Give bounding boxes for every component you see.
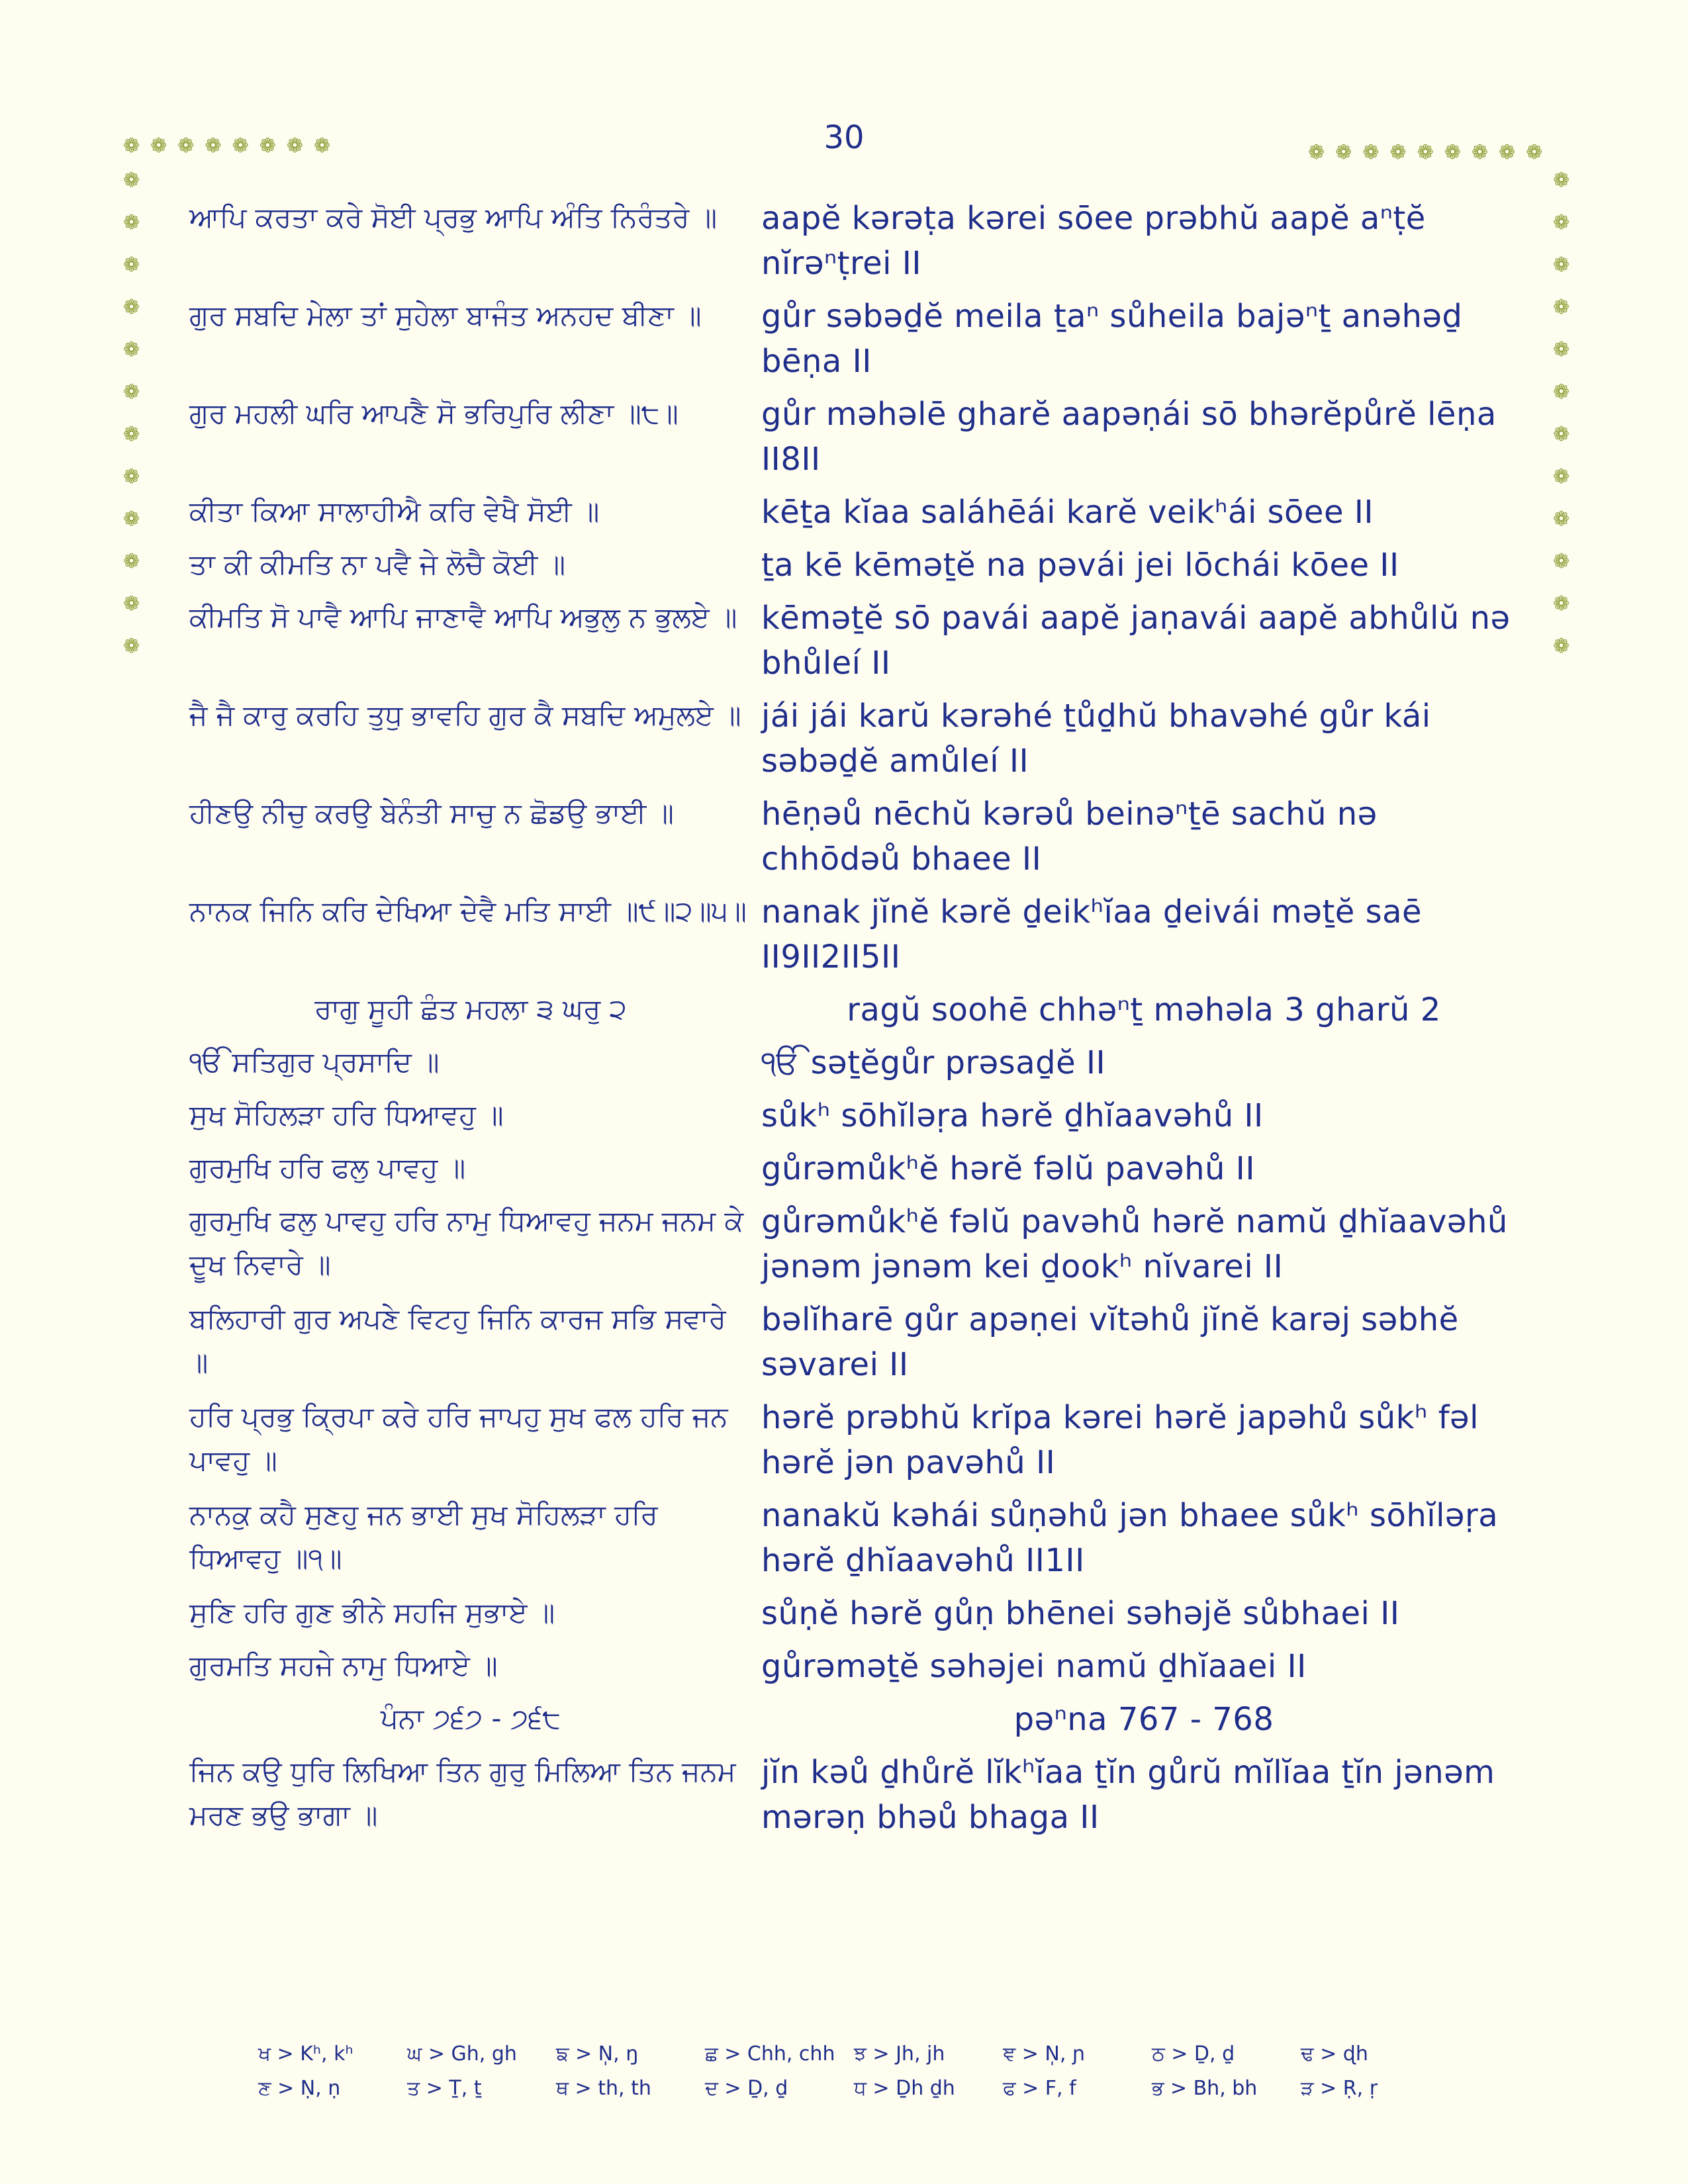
verse-row: [189, 1297, 1526, 1395]
flower-ornament-icon: ❁: [123, 635, 140, 658]
gurmukhi-text: ਜਿਨ ਕਉ ਧੁਰਿ ਲਿਖਿਆ ਤਿਨ ਗੁਰੁ ਮਿਲਿਆ ਤਿਨ ਜਨਮ ਮਰਣ ਭਉ ਭਾਗਾ ॥: [189, 1755, 736, 1831]
flower-ornament-icon: ❁: [1498, 141, 1516, 164]
gurmukhi-text: ਸੁਣਿ ਹਰਿ ਗੁਣ ਭੀਨੇ ਸਹਜਿ ਸੁਭਾਏ ॥: [189, 1596, 555, 1629]
transliteration-text: gůr səbəḏĕ meila ṯaⁿ sůheila bajəⁿṯ anəhəḏ bēṇa II: [761, 298, 1463, 380]
flower-ornament-icon: ❁: [123, 381, 140, 404]
transliteration-text: ragŭ soohē chhəⁿṯ məhəla 3 gharŭ 2: [847, 991, 1441, 1028]
transliteration-text: ṯa kē kēməṯĕ na pəvái jei lōchái kōee II: [761, 547, 1399, 584]
flower-ornament-icon: ❁: [123, 338, 140, 361]
gurmukhi-text: ਗੁਰਮਤਿ ਸਹਜੇ ਨਾਮੁ ਧਿਆਏ ॥: [189, 1649, 498, 1682]
transliteration-text: hərĕ prəbhŭ krĭpa kərei hərĕ japəhů sůkʰ fəl hərĕ jən pavəhů II: [761, 1399, 1479, 1481]
legend-row: [258, 2071, 1450, 2106]
verse-row: [189, 490, 1526, 543]
gurmukhi-text: ਸੁਖ ਸੋਹਿਲੜਾ ਹਰਿ ਧਿਆਵਹੁ ॥: [189, 1099, 504, 1131]
gurmukhi-text: ਆਪਿ ਕਰਤਾ ਕਰੇ ਸੋਈ ਪ੍ਰਭੁ ਆਪਿ ਅੰਤਿ ਨਿਰੰਤਰੇ ॥: [189, 201, 718, 234]
verse-row: [189, 792, 1526, 889]
gurmukhi-text: ਕੀਤਾ ਕਿਆ ਸਾਲਾਹੀਐ ਕਰਿ ਵੇਖੈ ਸੋਈ ॥: [189, 495, 600, 527]
verse-row: [189, 694, 1526, 792]
legend-item: ਘ > Gh, gh: [407, 2042, 517, 2066]
transliteration-text: gůr məhəlē gharĕ aapəṇái sō bhərĕpůrĕ lēṇa II8II: [761, 396, 1497, 478]
flower-ornament-icon: ❁: [123, 211, 140, 234]
flower-ornament-icon: ❁: [313, 134, 331, 158]
flower-ornament-icon: ❁: [1389, 141, 1407, 164]
verse-row: [189, 392, 1526, 490]
flower-ornament-icon: ❁: [1553, 635, 1570, 658]
transliteration-text: aapĕ kərəṭa kərei sōee prəbhŭ aapĕ aⁿṭĕ nĭrəⁿṭrei II: [761, 200, 1426, 282]
verse-row: [189, 294, 1526, 392]
verse-row: [189, 1093, 1526, 1146]
legend-item: ਙ > N̩, ŋ: [556, 2042, 639, 2066]
flower-ornament-icon: ❁: [123, 508, 140, 531]
flower-ornament-icon: ❁: [1471, 141, 1488, 164]
gurmukhi-text: ਤਾ ਕੀ ਕੀਮਤਿ ਨਾ ਪਵੈ ਜੇ ਲੋਚੈ ਕੋਈ ॥: [189, 548, 566, 580]
flower-ornament-icon: ❁: [1417, 141, 1434, 164]
gurmukhi-text: ਨਾਨਕ ਜਿਨਿ ਕਰਿ ਦੇਖਿਆ ਦੇਵੈ ਮਤਿ ਸਾਈ ॥੯॥੨॥੫॥: [189, 895, 747, 927]
gurmukhi-text: ਰਾਗੁ ਸੂਹੀ ਛੰਤ ਮਹਲਾ ੩ ਘਰੁ ੨: [314, 993, 627, 1025]
gurmukhi-text: ਕੀਮਤਿ ਸੋ ਪਾਵੈ ਆਪਿ ਜਾਣਾਵੈ ਆਪਿ ਅਭੁਲੁ ਨ ਭੁਲਏ ॥: [189, 601, 737, 633]
legend-item: ਣ > Ṇ, ṇ: [258, 2077, 341, 2100]
flower-ornament-icon: ❁: [1553, 465, 1570, 488]
flower-ornament-icon: ❁: [1308, 141, 1325, 164]
transliteration-text: nanakŭ kəhái sůṇəhů jən bhaee sůkʰ sōhĭləṛa hərĕ ḏhĭaavəhů II1II: [761, 1497, 1499, 1579]
flower-ornament-icon: ❁: [1553, 550, 1570, 573]
verse-row: [189, 596, 1526, 694]
gurmukhi-text: ਗੁਰ ਮਹਲੀ ਘਰਿ ਆਪਣੈ ਸੋ ਭਰਿਪੁਰਿ ਲੀਣਾ ॥੮॥: [189, 397, 679, 430]
transliteration-text: sůṇĕ hərĕ gůṇ bhēnei səhəjĕ sůbhaei II: [761, 1595, 1400, 1632]
transliteration-text: sůkʰ sōhĭləṛa hərĕ ḏhĭaavəhů II: [761, 1097, 1264, 1134]
flower-ornament-icon: ❁: [123, 169, 140, 192]
transliteration-legend: [258, 2037, 1450, 2106]
flower-ornament-icon: ❁: [150, 134, 167, 158]
flower-ornament-icon: ❁: [123, 134, 140, 158]
verse-row: [189, 889, 1526, 987]
gurmukhi-text: ਨਾਨਕੁ ਕਹੈ ਸੁਣਹੁ ਜਨ ਭਾਈ ਸੁਖ ਸੋਹਿਲੜਾ ਹਰਿ ਧਿਆਵਹੁ ॥੧॥: [189, 1498, 658, 1574]
legend-row: [258, 2037, 1450, 2071]
transliteration-text: kēməṯĕ sō pavái aapĕ jaṇavái aapĕ abhůlŭ nə bhůleí II: [761, 600, 1511, 682]
flower-ornament-icon: ❁: [205, 134, 222, 158]
transliteration-text: gůrəməṯĕ səhəjei namŭ ḏhĭaaei II: [761, 1648, 1307, 1685]
legend-item: ਝ > Jh, jh: [854, 2042, 945, 2066]
flower-ornament-icon: ❁: [1553, 423, 1570, 446]
flower-ornament-icon: ❁: [1362, 141, 1380, 164]
gurmukhi-text: ਗੁਰਮੁਖਿ ਫਲੁ ਪਾਵਹੁ ਹਰਿ ਨਾਮੁ ਧਿਆਵਹੁ ਜਨਮ ਜਨਮ ਕੇ ਦੂਖ ਨਿਵਾਰੇ ॥: [189, 1205, 744, 1281]
ornament-left-border: [123, 171, 140, 657]
flower-ornament-icon: ❁: [177, 134, 195, 158]
verse-row: [189, 1146, 1526, 1199]
verse-row: [189, 1591, 1526, 1644]
gurmukhi-text: ਗੁਰਮੁਖਿ ਹਰਿ ਫਲੁ ਪਾਵਹੁ ॥: [189, 1152, 466, 1184]
transliteration-text: ੴ səṯĕgůr prəsaḏĕ II: [761, 1044, 1106, 1081]
flower-ornament-icon: ❁: [286, 134, 303, 158]
legend-item: ਢ > ɖh: [1301, 2042, 1368, 2066]
verse-row: [189, 1199, 1526, 1297]
legend-item: ਭ > Bh, bh: [1152, 2077, 1258, 2100]
transliteration-text: pəⁿna 767 - 768: [1013, 1701, 1274, 1738]
verse-table: [189, 196, 1526, 1848]
legend-item: ਦ > Ḏ, ḏ: [705, 2077, 788, 2100]
gurmukhi-text: ਬਲਿਹਾਰੀ ਗੁਰ ਅਪਣੇ ਵਿਟਹੁ ਜਿਨਿ ਕਾਰਜ ਸਭਿ ਸਵਾਰੇ ॥: [189, 1302, 726, 1379]
verse-row: [189, 1644, 1526, 1697]
gurmukhi-text: ਪੰਨਾ ੭੬੭ - ੭੬੮: [380, 1702, 561, 1735]
gurmukhi-text: ਹੀਣਉ ਨੀਚੁ ਕਰਉ ਬੇਨੰਤੀ ਸਾਚੁ ਨ ਛੋਡਉ ਭਾਈ ॥: [189, 797, 674, 829]
flower-ornament-icon: ❁: [1335, 141, 1352, 164]
transliteration-text: bəlĭharē gůr apəṇei vĭtəhů jĭnĕ karəj səbhĕ səvarei II: [761, 1301, 1459, 1383]
transliteration-text: jái jái karŭ kərəhé ṯůḏhŭ bhavəhé gůr kái səbəḏĕ amůleí II: [761, 698, 1431, 780]
gurmukhi-text: ਗੁਰ ਸਬਦਿ ਮੇਲਾ ਤਾਂ ਸੁਹੇਲਾ ਬਾਜੰਤ ਅਨਹਦ ਬੀਣਾ ॥: [189, 299, 702, 332]
flower-ornament-icon: ❁: [1553, 592, 1570, 615]
legend-item: ਛ > Chh, chh: [705, 2042, 835, 2066]
flower-ornament-icon: ❁: [1553, 508, 1570, 531]
transliteration-text: hēṇəů nēchŭ kərəů beinəⁿṯē sachŭ nə chhōdəů bhaee II: [761, 796, 1378, 878]
transliteration-text: jĭn kəů ḏhůrĕ lĭkʰĭaa ṯĭn gůrŭ mĭlĭaa ṯĭn jənəm mərəṇ bhəů bhaga II: [761, 1754, 1495, 1836]
flower-ornament-icon: ❁: [123, 592, 140, 615]
verse-row: [189, 543, 1526, 596]
flower-ornament-icon: ❁: [1444, 141, 1461, 164]
gurmukhi-text: ੴ ਸਤਿਗੁਰ ਪ੍ਰਸਾਦਿ ॥: [189, 1046, 440, 1078]
legend-item: ਤ > Ṯ, ṯ: [407, 2077, 482, 2100]
flower-ornament-icon: ❁: [232, 134, 249, 158]
gurmukhi-text: ਹਰਿ ਪ੍ਰਭੁ ਕ੍ਰਿਪਾ ਕਰੇ ਹਰਿ ਜਾਪਹੁ ਸੁਖ ਫਲ ਹਰਿ ਜਨ ਪਾਵਹੁ ॥: [189, 1400, 728, 1477]
verse-row: [189, 1395, 1526, 1493]
legend-item: ਧ > Ḏh ḏh: [854, 2077, 955, 2100]
verse-row: [189, 1750, 1526, 1848]
transliteration-text: nanak jĭnĕ kərĕ ḏeikʰĭaa ḏeivái məṯĕ saē II9II2II5II: [761, 893, 1423, 976]
gurmukhi-text: ਜੈ ਜੈ ਕਾਰੁ ਕਰਹਿ ਤੁਧੁ ਭਾਵਹਿ ਗੁਰ ਕੈ ਸਬਦਿ ਅਮੁਲਏ ॥: [189, 699, 741, 731]
flower-ornament-icon: ❁: [1553, 169, 1570, 192]
ornament-top-left: [123, 136, 330, 156]
transliteration-text: kēṯa kĭaa saláhēái karĕ veikʰái sōee II: [761, 494, 1374, 531]
flower-ornament-icon: ❁: [1526, 141, 1543, 164]
verse-heading-row: [189, 987, 1526, 1040]
verse-row: [189, 1493, 1526, 1591]
verse-row: [189, 1040, 1526, 1093]
transliteration-text: gůrəmůkʰĕ fəlŭ pavəhů hərĕ namŭ ḏhĭaavəhů jənəm jənəm kei ḏookʰ nĭvarei II: [761, 1203, 1508, 1285]
legend-item: ਫ > F, f: [1003, 2077, 1076, 2100]
flower-ornament-icon: ❁: [1553, 211, 1570, 234]
flower-ornament-icon: ❁: [123, 253, 140, 277]
flower-ornament-icon: ❁: [1553, 253, 1570, 277]
page-number: 30: [823, 119, 865, 156]
legend-item: ਖ > Kʰ, kʰ: [258, 2042, 353, 2066]
flower-ornament-icon: ❁: [1553, 338, 1570, 361]
transliteration-text: gůrəmůkʰĕ hərĕ fəlŭ pavəhů II: [761, 1150, 1255, 1187]
flower-ornament-icon: ❁: [1553, 381, 1570, 404]
legend-item: ੜ > Ṛ, ṛ: [1301, 2077, 1378, 2100]
legend-item: ਞ > N̩, ɲ: [1003, 2042, 1086, 2066]
legend-item: ਥ > th, th: [556, 2077, 651, 2100]
flower-ornament-icon: ❁: [259, 134, 276, 158]
flower-ornament-icon: ❁: [123, 550, 140, 573]
flower-ornament-icon: ❁: [123, 423, 140, 446]
flower-ornament-icon: ❁: [123, 465, 140, 488]
flower-ornament-icon: ❁: [1553, 296, 1570, 319]
verse-heading-row: [189, 1697, 1526, 1750]
legend-item: ਠ > Ḏ, ḏ: [1152, 2042, 1235, 2066]
flower-ornament-icon: ❁: [123, 296, 140, 319]
ornament-right-border: [1553, 171, 1570, 657]
ornament-top-right: [1308, 143, 1542, 163]
verse-row: [189, 196, 1526, 294]
